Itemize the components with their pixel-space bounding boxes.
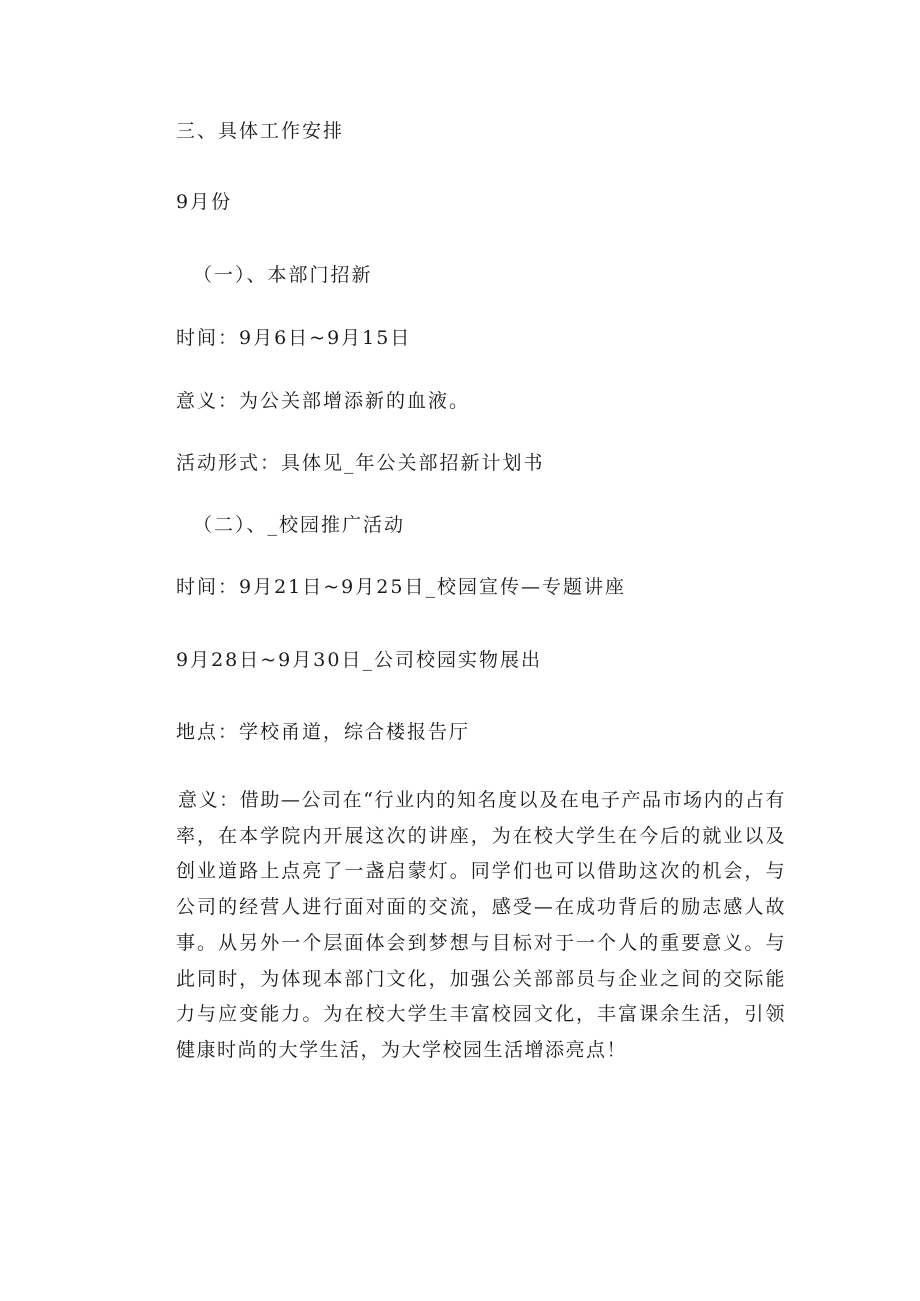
month-label: 9月份 <box>176 191 233 213</box>
item1-form: 活动形式：具体见_年公关部招新计划书 <box>176 452 545 474</box>
section-heading: 三、具体工作安排 <box>176 120 345 142</box>
item2-location: 地点：学校甬道，综合楼报告厅 <box>176 721 471 743</box>
item2-time: 时间：9月21日~9月25日_校园宣传—专题讲座 <box>176 576 626 598</box>
item1-meaning: 意义：为公关部增添新的血液。 <box>176 390 471 412</box>
item2-title: （二）、_校园推广活动 <box>193 514 406 536</box>
item1-time: 时间：9月6日~9月15日 <box>176 327 412 349</box>
item2-meaning-paragraph: 意义：借助—公司在“行业内的知名度以及在电子产品市场内的占有率，在本学院内开展这次的讲座，为在校大学生在今后的就业以及创业道路上点亮了一盏启蒙灯。同学们也可以借助这次的机会，与公司的经营人进行面对面的交流，感受—在成功背后的励志感人故事。从另外一个层面体会到梦想与目标对于一个人的重要意义。与此同时，为体现本部门文化，加强公关部部员与企业之间的交际能力与应变能力。为在校大学生丰富校园文化，丰富课余生活，引领健康时尚的大学生活，为大学校园生活增添亮点！ <box>176 789 786 1061</box>
item1-title: （一）、本部门招新 <box>193 264 373 286</box>
item2-time2: 9月28日~9月30日_公司校园实物展出 <box>176 649 542 671</box>
